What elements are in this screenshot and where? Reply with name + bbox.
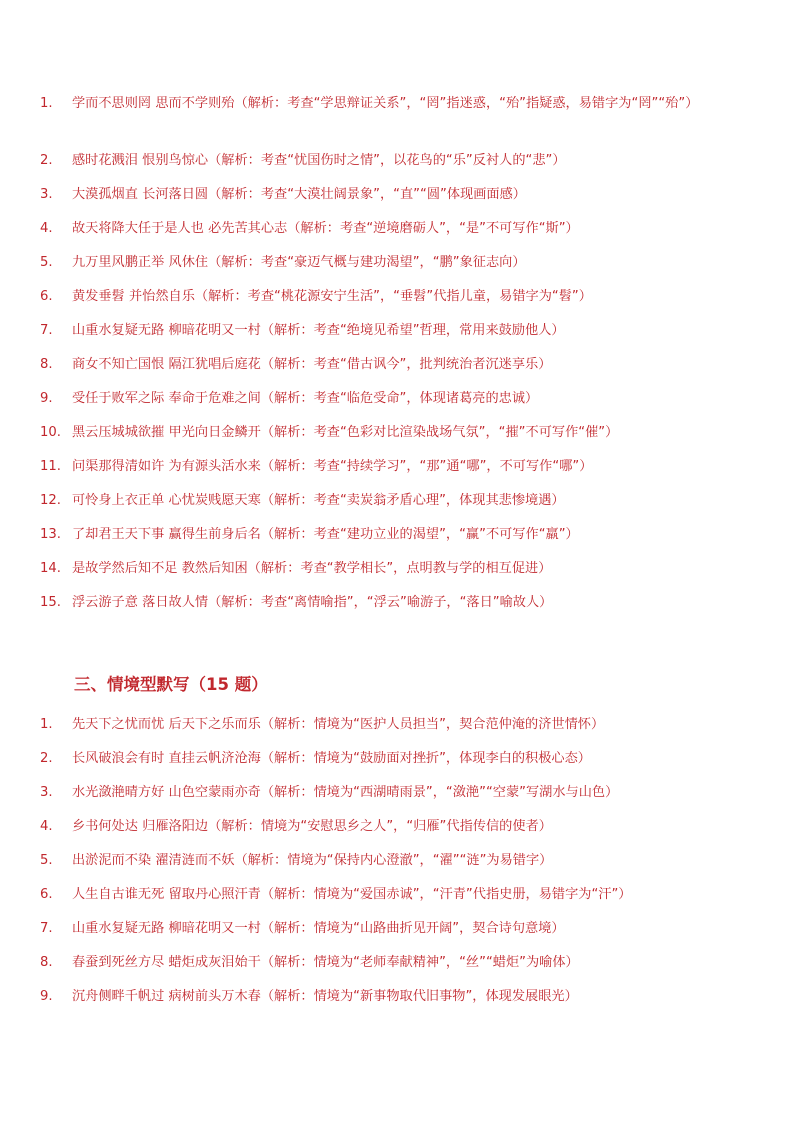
section-heading: 三、情境型默写（15 题） [74,675,268,694]
item-number: 11. [40,459,61,474]
item-text: 商女不知亡国恨 隔江犹唱后庭花（解析：考查“借古讽今”，批判统治者沉迷享乐） [72,357,552,372]
list-item [40,286,730,308]
list-item [40,850,730,872]
item-number: 12. [40,493,61,508]
list-item [40,748,730,770]
list-item [40,252,730,274]
item-number: 8. [40,955,53,970]
item-number: 8. [40,357,53,372]
dictation-list-two [40,714,730,1008]
item-text: 感时花溅泪 恨别鸟惊心（解析：考查“忧国伤时之情”，以花鸟的“乐”反衬人的“悲”） [72,153,566,168]
item-number: 7. [40,921,53,936]
item-text: 黄发垂髫 并怡然自乐（解析：考查“桃花源安宁生活”，“垂髫”代指儿童，易错字为“髫”） [72,289,592,304]
item-number: 9. [40,989,53,1004]
dictation-list-one [40,93,730,614]
item-text: 黑云压城城欲摧 甲光向日金鳞开（解析：考查“色彩对比渲染战场气氛”，“摧”不可写作“催”） [72,425,619,440]
list-item [40,918,730,940]
list-item [40,558,730,580]
list-item [40,490,730,512]
item-number: 14. [40,561,61,576]
item-text: 长风破浪会有时 直挂云帆济沧海（解析：情境为“鼓励面对挫折”，体现李白的积极心态） [72,751,591,766]
item-text: 九万里风鹏正举 风休住（解析：考查“豪迈气概与建功渴望”，“鹏”象征志向） [72,255,526,270]
item-number: 6. [40,887,53,902]
list-item [40,782,730,804]
list-item [40,456,730,478]
list-item [40,592,730,614]
item-number: 13. [40,527,61,542]
item-text: 春蚕到死丝方尽 蜡炬成灰泪始干（解析：情境为“老师奉献精神”，“丝”“蜡炬”为喻体） [72,955,579,970]
list-item [40,816,730,838]
item-number: 4. [40,221,53,236]
item-text: 学而不思则罔 思而不学则殆（解析：考查“学思辩证关系”，“罔”指迷惑，“殆”指疑惑，易错字为“罔”“殆”） [72,96,699,111]
item-text: 问渠那得清如许 为有源头活水来（解析：考查“持续学习”，“那”通“哪”，不可写作“哪”） [72,459,593,474]
item-number: 5. [40,255,53,270]
list-item [40,354,730,376]
list-item [40,320,730,342]
item-text: 了却君王天下事 赢得生前身后名（解析：考查“建功立业的渴望”，“赢”不可写作“羸”） [72,527,579,542]
item-text: 水光潋滟晴方好 山色空蒙雨亦奇（解析：情境为“西湖晴雨景”，“潋滟”“空蒙”写湖水与山色） [72,785,619,800]
item-number: 4. [40,819,53,834]
list-item [40,422,730,444]
item-text: 先天下之忧而忧 后天下之乐而乐（解析：情境为“医护人员担当”，契合范仲淹的济世情怀） [72,717,605,732]
item-number: 10. [40,425,61,440]
item-number: 9. [40,391,53,406]
list-item [40,986,730,1008]
item-number: 6. [40,289,53,304]
item-text: 乡书何处达 归雁洛阳边（解析：情境为“安慰思乡之人”，“归雁”代指传信的使者） [72,819,552,834]
item-number: 1. [40,96,53,111]
list-item [40,184,730,206]
item-text: 是故学然后知不足 教然后知困（解析：考查“教学相长”，点明教与学的相互促进） [72,561,552,576]
item-text: 山重水复疑无路 柳暗花明又一村（解析：考查“绝境见希望”哲理，常用来鼓励他人） [72,323,565,338]
list-item [40,884,730,906]
item-text: 人生自古谁无死 留取丹心照汗青（解析：情境为“爱国赤诚”，“汗青”代指史册，易错字为“汗”） [72,887,632,902]
item-number: 15. [40,595,61,610]
item-text: 可怜身上衣正单 心忧炭贱愿天寒（解析：考查“卖炭翁矛盾心理”，体现其悲惨境遇） [72,493,565,508]
item-number: 3. [40,785,53,800]
list-item [40,952,730,974]
item-text: 大漠孤烟直 长河落日圆（解析：考查“大漠壮阔景象”，“直”“圆”体现画面感） [72,187,526,202]
item-text: 出淤泥而不染 濯清涟而不妖（解析：情境为“保持内心澄澈”，“濯”“涟”为易错字） [72,853,553,868]
item-text: 故天将降大任于是人也 必先苦其心志（解析：考查“逆境磨砺人”，“是”不可写作“斯”） [72,221,579,236]
item-number: 2. [40,751,53,766]
list-item [40,150,730,172]
list-item [40,524,730,546]
list-item [40,93,730,138]
item-number: 7. [40,323,53,338]
item-text: 沉舟侧畔千帆过 病树前头万木春（解析：情境为“新事物取代旧事物”，体现发展眼光） [72,989,578,1004]
item-number: 3. [40,187,53,202]
item-text: 受任于败军之际 奉命于危难之间（解析：考查“临危受命”，体现诸葛亮的忠诚） [72,391,539,406]
item-number: 1. [40,717,53,732]
item-text: 浮云游子意 落日故人情（解析：考查“离情喻指”，“浮云”喻游子，“落日”喻故人） [72,595,553,610]
list-item [40,388,730,410]
item-number: 5. [40,853,53,868]
list-item [40,218,730,240]
list-item [40,714,730,736]
item-text: 山重水复疑无路 柳暗花明又一村（解析：情境为“山路曲折见开阔”，契合诗句意境） [72,921,565,936]
item-number: 2. [40,153,53,168]
